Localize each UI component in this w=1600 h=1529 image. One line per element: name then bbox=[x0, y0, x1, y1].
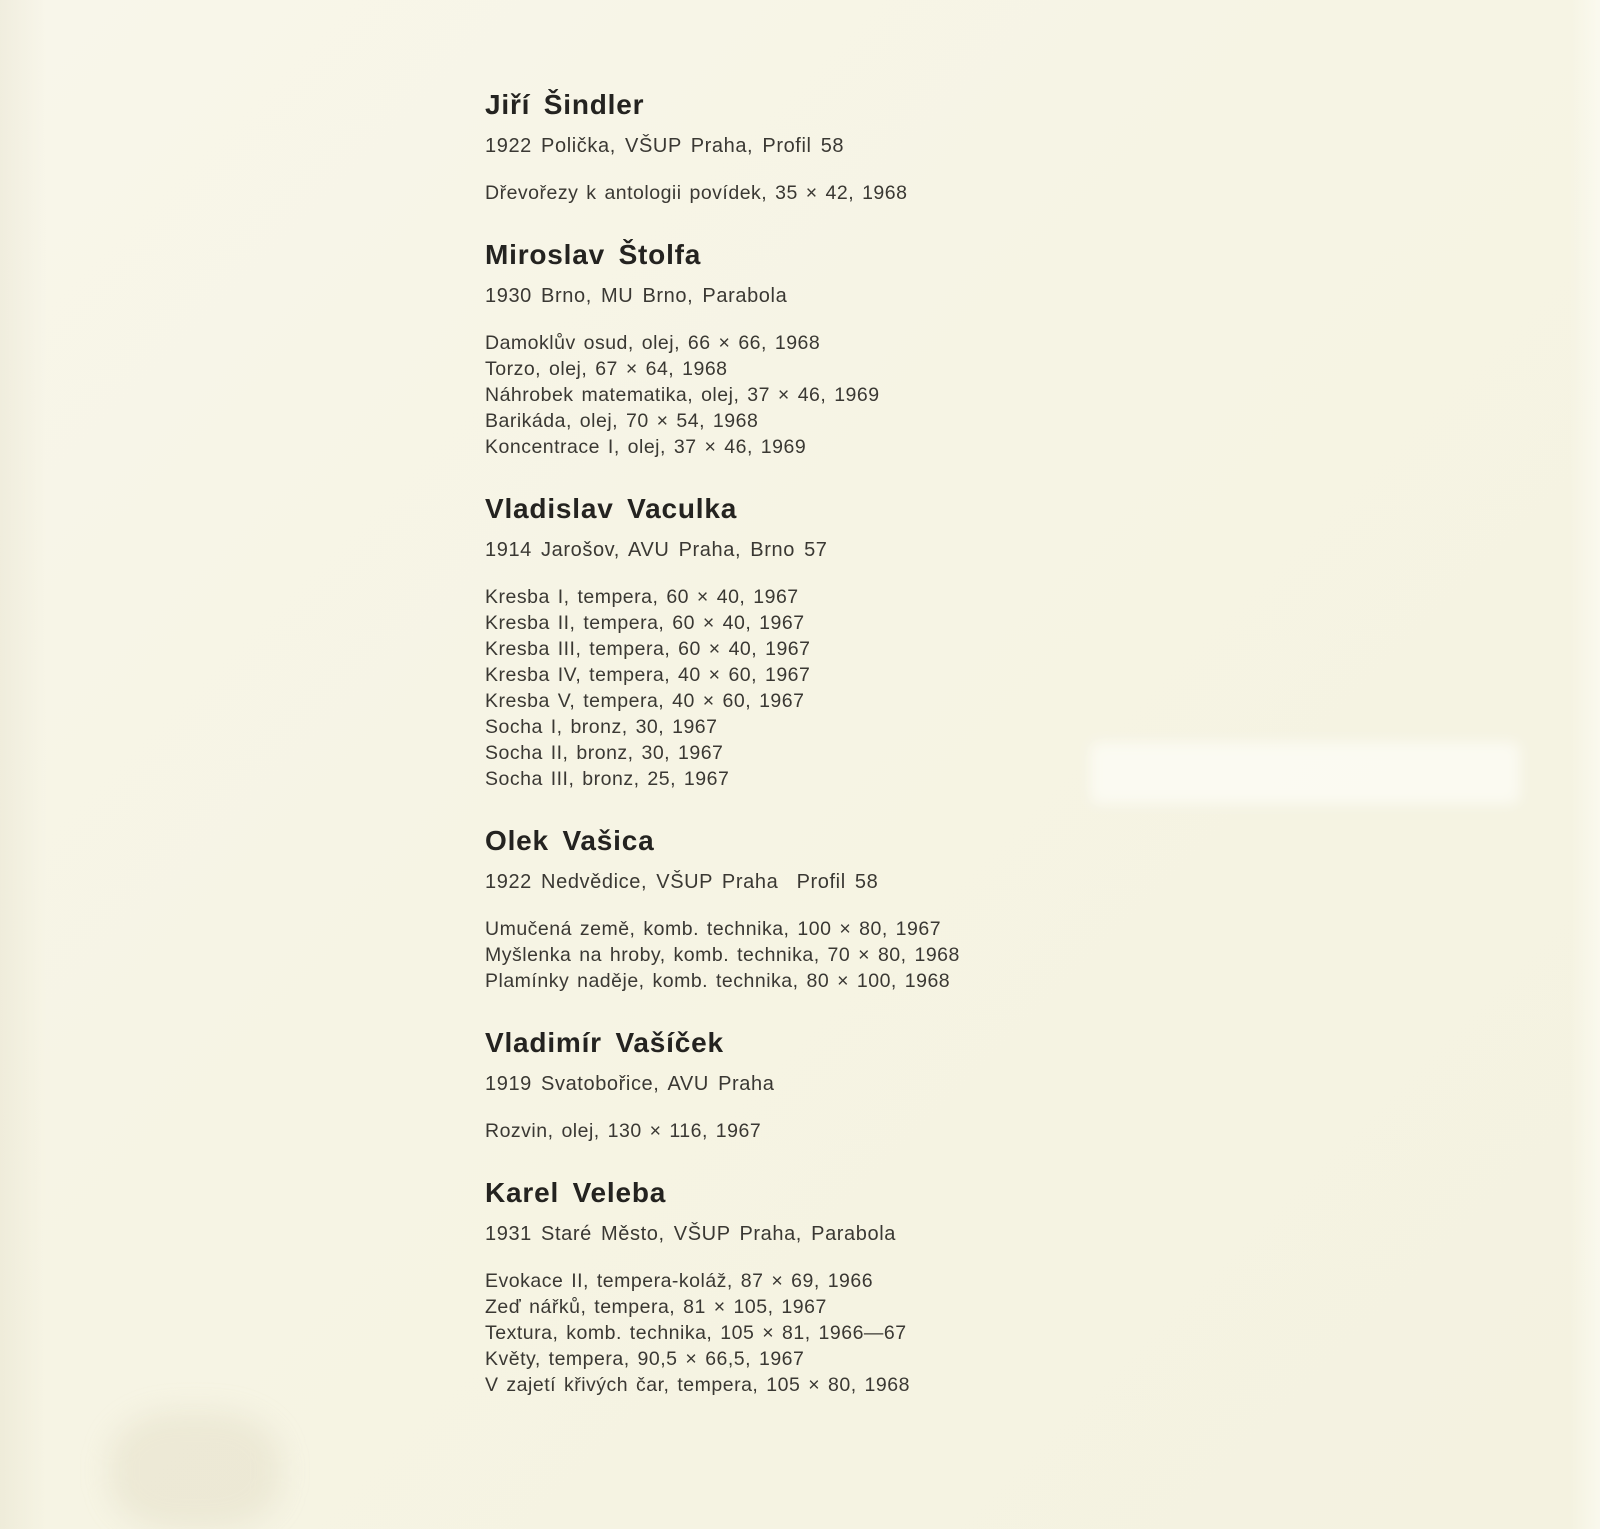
work-entry: Textura, komb. technika, 105 × 81, 1966—67 bbox=[485, 1322, 907, 1344]
artist-section-stolfa bbox=[485, 238, 1385, 460]
work-entry: Dřevořezy k antologii povídek, 35 × 42, 1968 bbox=[485, 182, 908, 204]
work-entry: Kresba V, tempera, 40 × 60, 1967 bbox=[485, 690, 805, 712]
work-entry: Květy, tempera, 90,5 × 66,5, 1967 bbox=[485, 1348, 805, 1370]
work-entry: Socha III, bronz, 25, 1967 bbox=[485, 768, 730, 790]
works-list bbox=[485, 584, 1385, 792]
artist-bio: 1919 Svatobořice, AVU Praha bbox=[485, 1073, 775, 1095]
work-entry: Kresba I, tempera, 60 × 40, 1967 bbox=[485, 586, 799, 608]
works-list bbox=[485, 916, 1385, 994]
work-entry: Kresba II, tempera, 60 × 40, 1967 bbox=[485, 612, 805, 634]
page-edge-shadow-left bbox=[0, 0, 46, 1529]
artist-name: Miroslav Štolfa bbox=[485, 239, 702, 270]
work-entry: Torzo, olej, 67 × 64, 1968 bbox=[485, 358, 728, 380]
artist-name: Karel Veleba bbox=[485, 1177, 667, 1208]
work-entry: Kresba III, tempera, 60 × 40, 1967 bbox=[485, 638, 811, 660]
work-entry: Zeď nářků, tempera, 81 × 105, 1967 bbox=[485, 1296, 827, 1318]
artist-section-veleba bbox=[485, 1176, 1385, 1398]
work-entry: Kresba IV, tempera, 40 × 60, 1967 bbox=[485, 664, 811, 686]
work-entry: Myšlenka na hroby, komb. technika, 70 × 80, 1968 bbox=[485, 944, 960, 966]
artist-section-vaculka bbox=[485, 492, 1385, 792]
work-entry: Rozvin, olej, 130 × 116, 1967 bbox=[485, 1120, 762, 1142]
works-list bbox=[485, 180, 1385, 206]
artist-bio: 1922 Nedvědice, VŠUP Praha Profil 58 bbox=[485, 871, 879, 893]
artist-bio: 1931 Staré Město, VŠUP Praha, Parabola bbox=[485, 1223, 896, 1245]
work-entry: Socha I, bronz, 30, 1967 bbox=[485, 716, 718, 738]
artist-section-vasica bbox=[485, 824, 1385, 994]
artist-section-vasicek bbox=[485, 1026, 1385, 1144]
scan-artifact-smudge bbox=[110, 1412, 280, 1529]
artist-bio: 1914 Jarošov, AVU Praha, Brno 57 bbox=[485, 539, 828, 561]
work-entry: Umučená země, komb. technika, 100 × 80, 1967 bbox=[485, 918, 942, 940]
artist-section-sindler bbox=[485, 88, 1385, 206]
work-entry: Barikáda, olej, 70 × 54, 1968 bbox=[485, 410, 759, 432]
work-entry: Damoklův osud, olej, 66 × 66, 1968 bbox=[485, 332, 821, 354]
work-entry: Evokace II, tempera-koláž, 87 × 69, 1966 bbox=[485, 1270, 874, 1292]
artist-name: Olek Vašica bbox=[485, 825, 655, 856]
catalog-text-column bbox=[485, 88, 1385, 1430]
work-entry: Koncentrace I, olej, 37 × 46, 1969 bbox=[485, 436, 807, 458]
artist-bio: 1922 Polička, VŠUP Praha, Profil 58 bbox=[485, 135, 845, 157]
work-entry: Náhrobek matematika, olej, 37 × 46, 1969 bbox=[485, 384, 880, 406]
work-entry: V zajetí křivých čar, tempera, 105 × 80, 1968 bbox=[485, 1374, 910, 1396]
work-entry: Socha II, bronz, 30, 1967 bbox=[485, 742, 724, 764]
artist-bio: 1930 Brno, MU Brno, Parabola bbox=[485, 285, 788, 307]
page-edge-highlight-right bbox=[1570, 0, 1600, 1529]
works-list bbox=[485, 1118, 1385, 1144]
artist-name: Vladislav Vaculka bbox=[485, 493, 738, 524]
artist-name: Jiří Šindler bbox=[485, 89, 645, 120]
work-entry: Plamínky naděje, komb. technika, 80 × 100, 1968 bbox=[485, 970, 951, 992]
works-list bbox=[485, 1268, 1385, 1398]
artist-name: Vladimír Vašíček bbox=[485, 1027, 724, 1058]
works-list bbox=[485, 330, 1385, 460]
